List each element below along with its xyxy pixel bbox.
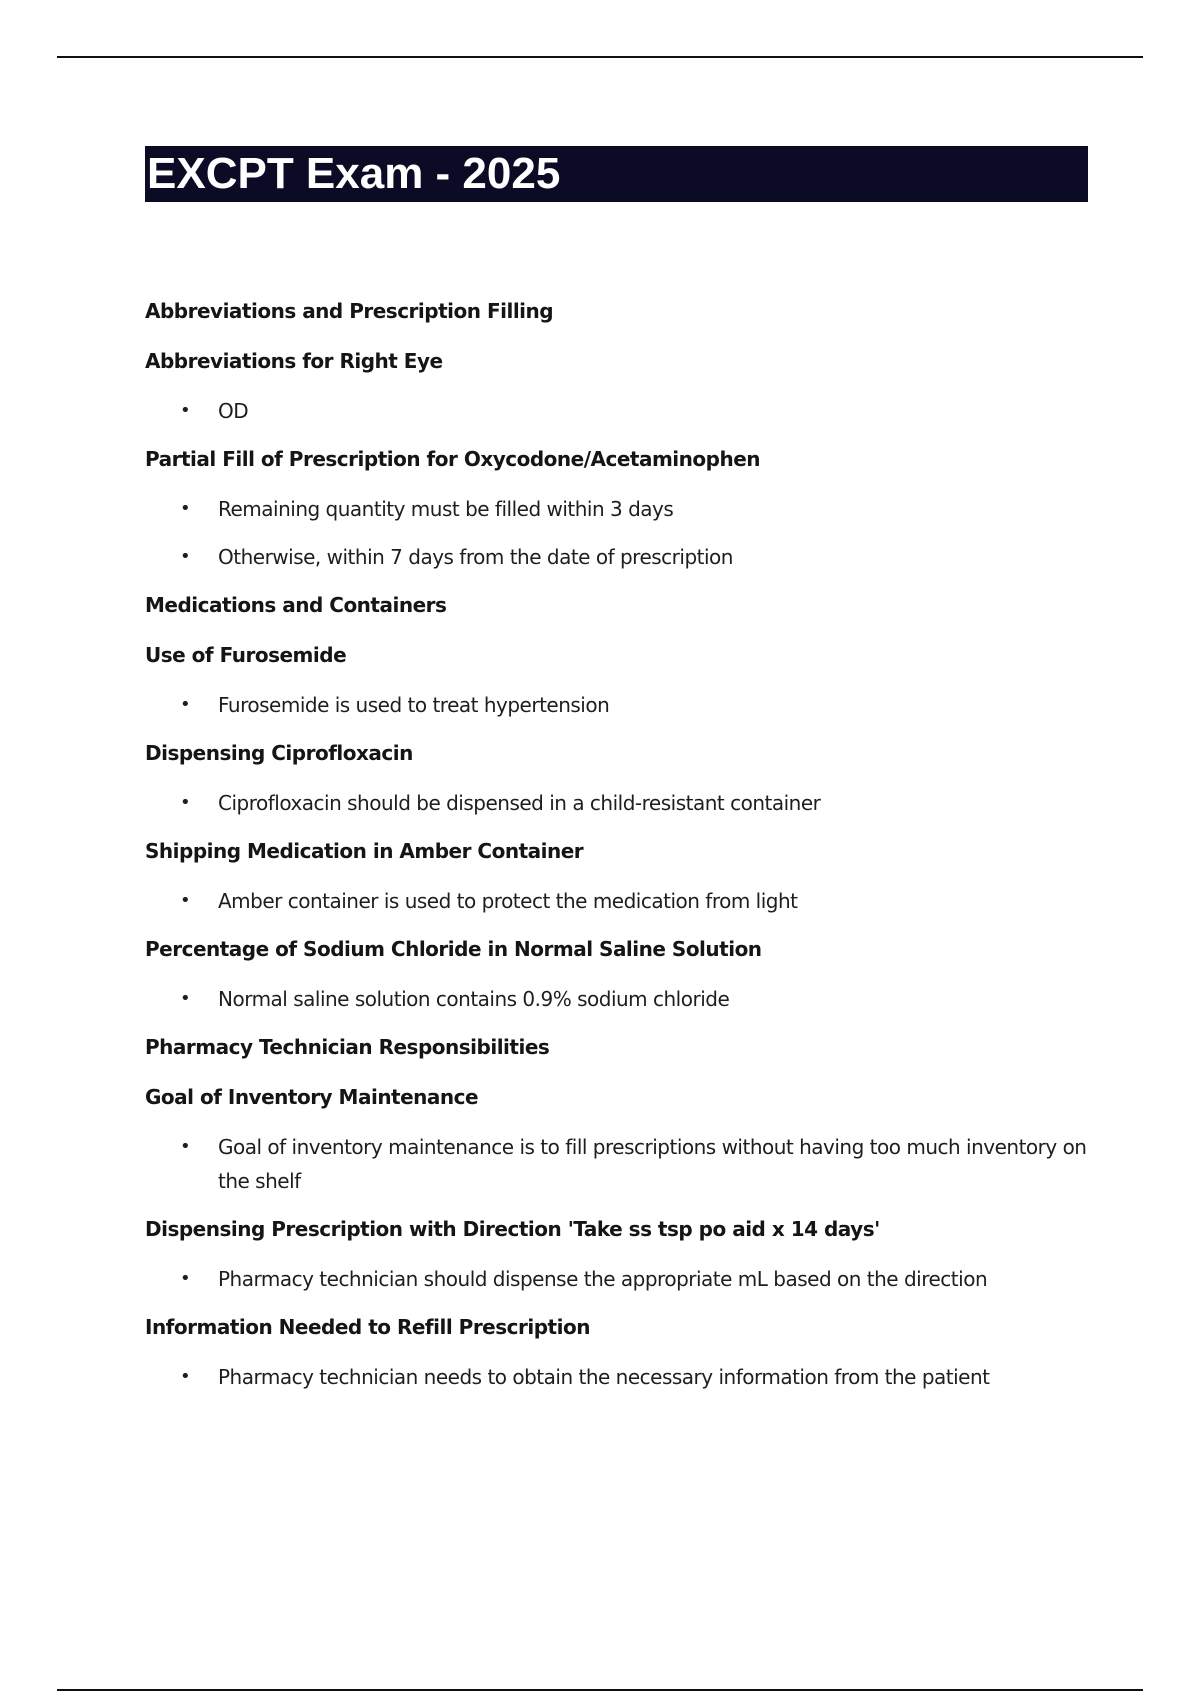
section-heading: Shipping Medication in Amber Container <box>145 839 584 863</box>
title-banner <box>145 146 1088 202</box>
bottom-divider <box>57 1689 1143 1691</box>
bullet-item: • Normal saline solution contains 0.9% sodium chloride <box>145 982 1090 1016</box>
bullet-item: • Remaining quantity must be filled within 3 days <box>145 492 1090 526</box>
section-heading: Abbreviations and Prescription Filling <box>145 299 554 323</box>
bullet-item: • Pharmacy technician should dispense the appropriate mL based on the direction <box>145 1262 1090 1296</box>
page-title: EXCPT Exam - 2025 <box>147 149 561 198</box>
bullet-item: • Otherwise, within 7 days from the date of prescription <box>145 540 1090 574</box>
bullet-item: • Goal of inventory maintenance is to fill prescriptions without having too much inventory on the shelf <box>145 1130 1090 1198</box>
section-heading: Medications and Containers <box>145 593 447 617</box>
bullet-list <box>145 688 1090 722</box>
section-heading: Partial Fill of Prescription for Oxycodone/Acetaminophen <box>145 447 760 471</box>
bullet-list <box>145 1130 1090 1198</box>
section-heading: Abbreviations for Right Eye <box>145 349 443 373</box>
bullet-item: • OD <box>145 394 1090 428</box>
section-heading: Pharmacy Technician Responsibilities <box>145 1035 550 1059</box>
section-heading: Percentage of Sodium Chloride in Normal Saline Solution <box>145 937 762 961</box>
bullet-list <box>145 492 1090 574</box>
bullet-item: • Ciprofloxacin should be dispensed in a child-resistant container <box>145 786 1090 820</box>
bullet-list <box>145 394 1090 428</box>
top-divider <box>57 56 1143 58</box>
bullet-list <box>145 1360 1090 1394</box>
section-heading: Information Needed to Refill Prescription <box>145 1315 590 1339</box>
section-heading: Use of Furosemide <box>145 643 347 667</box>
bullet-list <box>145 884 1090 918</box>
section-heading: Dispensing Prescription with Direction 'Take ss tsp po aid x 14 days' <box>145 1217 880 1241</box>
bullet-list <box>145 1262 1090 1296</box>
section-heading: Dispensing Ciprofloxacin <box>145 741 413 765</box>
bullet-item: • Furosemide is used to treat hypertension <box>145 688 1090 722</box>
bullet-item: • Amber container is used to protect the medication from light <box>145 884 1090 918</box>
bullet-list <box>145 786 1090 820</box>
document-body <box>145 296 1090 1410</box>
bullet-list <box>145 982 1090 1016</box>
section-heading: Goal of Inventory Maintenance <box>145 1085 479 1109</box>
bullet-item: • Pharmacy technician needs to obtain the necessary information from the patient <box>145 1360 1090 1394</box>
